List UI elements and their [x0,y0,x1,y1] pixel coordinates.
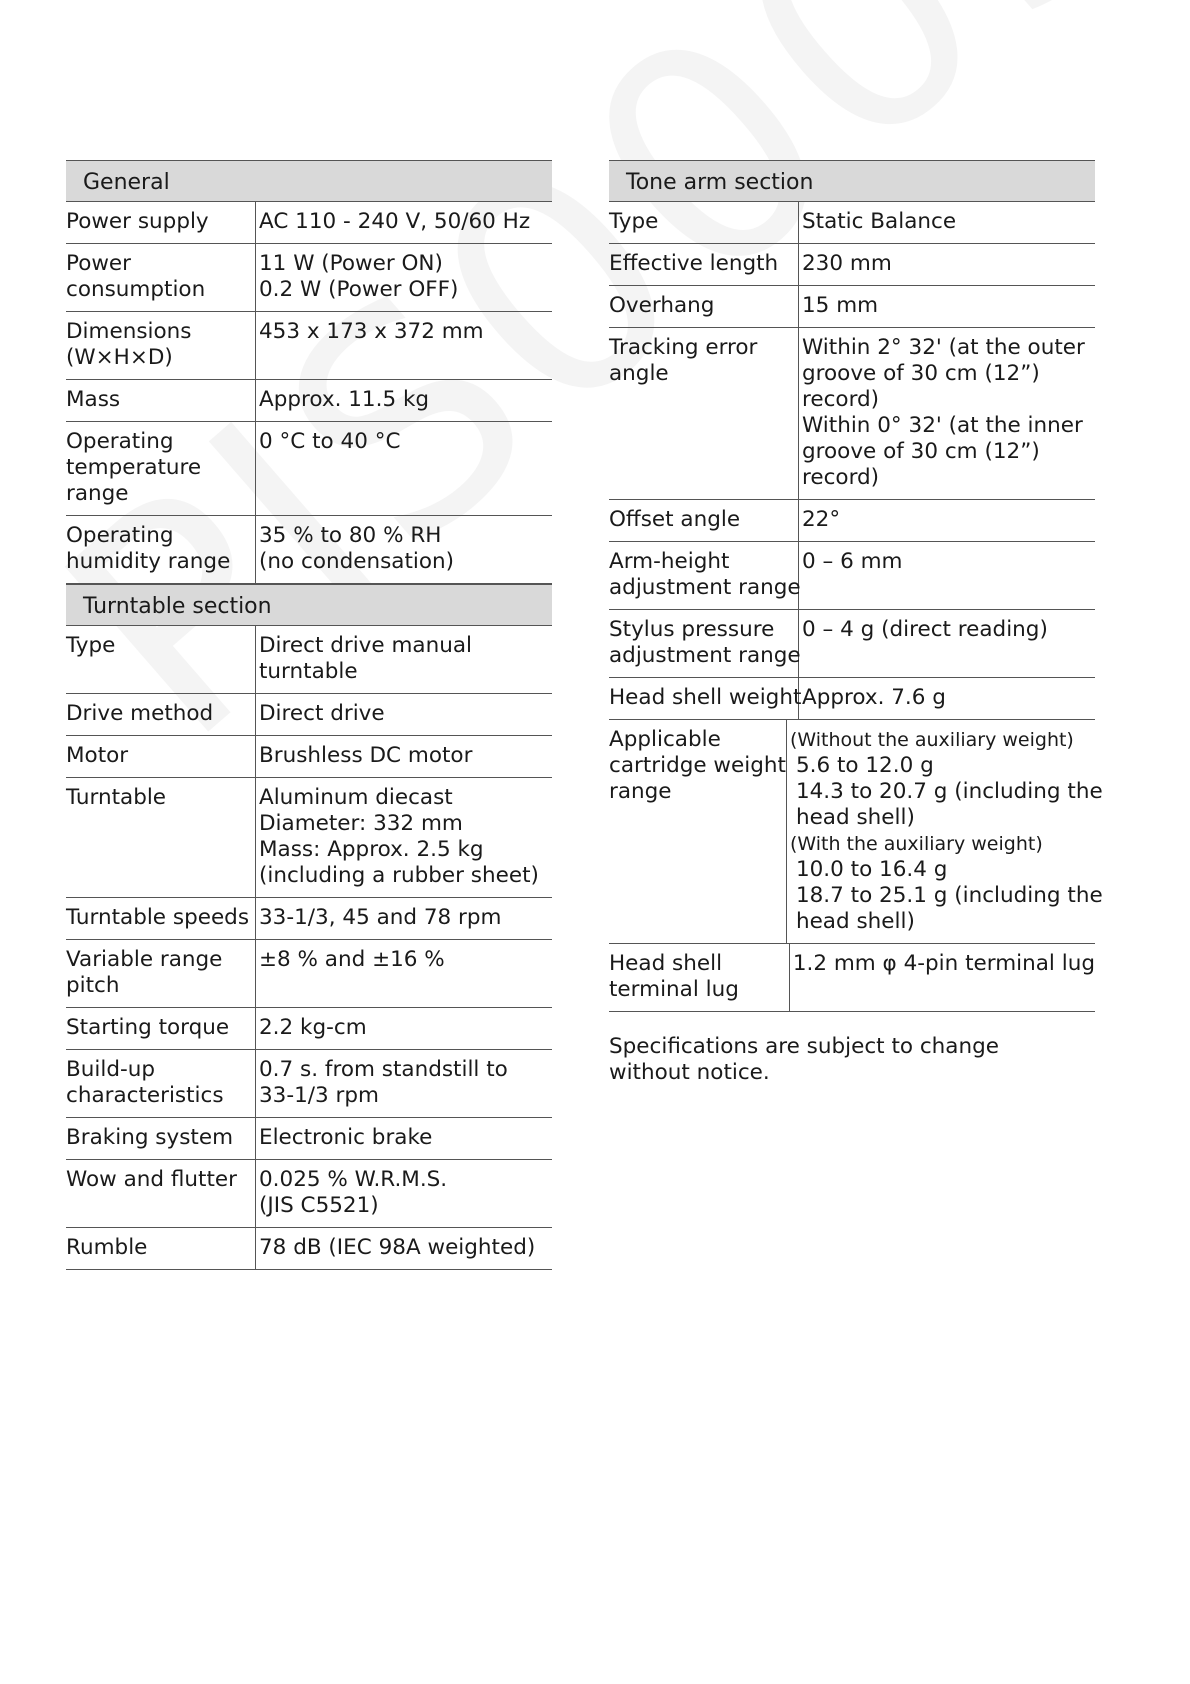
spec-value: 2.2 kg-cm [259,1015,367,1040]
spec-row-turntable-speeds [66,898,552,940]
spec-label: Wow and flutter [66,1160,256,1227]
spec-label: Power consumption [66,244,256,311]
spec-value: 0.7 s. from standstill to 33-1/3 rpm [259,1057,508,1108]
spec-row-tracking-error-angle [609,328,1095,500]
spec-label: Variable range pitch [66,940,256,1007]
spec-value: 0 °C to 40 °C [259,429,401,454]
spec-row-stylus-pressure-adjustment-range [609,610,1095,678]
spec-value: Direct drive [259,701,385,726]
spec-value: Approx. 7.6 g [802,685,946,710]
spec-row-mass [66,380,552,422]
spec-value: 0 – 6 mm [802,549,903,574]
spec-value: 0.025 % W.R.M.S. (JIS C5521) [259,1167,448,1218]
spec-value: 11 W (Power ON) 0.2 W (Power OFF) [259,251,459,302]
spec-label: Dimensions (W×H×D) [66,312,256,379]
spec-value: Approx. 11.5 kg [259,387,430,412]
spec-row-applicable-cartridge-weight-range [609,720,1103,944]
spec-label: Applicable cartridge weight range [609,720,787,943]
spec-label: Mass [66,380,256,421]
section-header-tone-arm-section: Tone arm section [609,160,1095,202]
spec-value: Static Balance [802,209,957,234]
spec-value: 1.2 mm φ 4-pin terminal lug [792,951,1095,976]
spec-value: 453 x 173 x 372 mm [259,319,484,344]
spec-row-arm-height-adjustment-range [609,542,1095,610]
left-spec-column [66,160,552,1270]
spec-row-starting-torque [66,1008,552,1050]
spec-row-overhang [609,286,1095,328]
spec-value: Brushless DC motor [259,743,473,768]
spec-value: Direct drive manual turntable [259,633,472,684]
spec-value: AC 110 - 240 V, 50/60 Hz [259,209,531,234]
spec-label: Braking system [66,1118,256,1159]
spec-value: Aluminum diecast Diameter: 332 mm Mass: Approx. 2.5 kg (including a rubber sheet) [259,785,539,888]
spec-row-wow-and-flutter [66,1160,552,1228]
spec-value: 78 dB (IEC 98A weighted) [259,1235,536,1260]
spec-row-operating-temperature-range [66,422,552,516]
spec-value: 15 mm [802,293,879,318]
spec-row-type [66,626,552,694]
spec-row-head-shell-weight [609,678,1095,720]
spec-label: Build-up characteristics [66,1050,256,1117]
spec-label: Starting torque [66,1008,256,1049]
spec-row-type [609,202,1095,244]
spec-label: Effective length [609,244,799,285]
spec-row-power-consumption [66,244,552,312]
spec-label: Type [609,202,799,243]
spec-label: Turntable speeds [66,898,256,939]
spec-row-braking-system [66,1118,552,1160]
spec-value: 230 mm [802,251,892,276]
spec-label: Operating temperature range [66,422,256,515]
spec-row-dimensions-w-h-d [66,312,552,380]
spec-label: Arm-height adjustment range [609,542,799,609]
spec-value: 35 % to 80 % RH (no condensation) [259,523,455,574]
spec-row-motor [66,736,552,778]
spec-label: Head shell weight [609,678,799,719]
spec-label: Type [66,626,256,693]
spec-row-rumble [66,1228,552,1270]
spec-row-variable-range-pitch [66,940,552,1008]
spec-value: 22° [802,507,841,532]
spec-label: Head shell terminal lug [609,944,790,1011]
spec-label: Power supply [66,202,256,243]
spec-row-power-supply [66,202,552,244]
spec-value: 33-1/3, 45 and 78 rpm [259,905,502,930]
spec-label: Tracking error angle [609,328,799,499]
section-header-turntable-section: Turntable section [66,584,552,626]
specifications-note: Specifications are subject to change without notice. [609,1034,999,1085]
spec-value: ±8 % and ±16 % [259,947,445,972]
spec-value: (Without the auxiliary weight) 5.6 to 12.0 g 14.3 to 20.7 g (including the head shell) (With the auxiliary weight) 10.0 to 16.4 g 18.7 to 25.1 g (including the head shell) [789,729,1103,934]
spec-label: Offset angle [609,500,799,541]
spec-row-offset-angle [609,500,1095,542]
right-spec-column [609,160,1103,1086]
spec-row-drive-method [66,694,552,736]
spec-row-turntable [66,778,552,898]
spec-label: Stylus pressure adjustment range [609,610,799,677]
spec-value: Within 2° 32' (at the outer groove of 30 cm (12”) record) Within 0° 32' (at the inner groove of 30 cm (12”) record) [802,335,1085,490]
spec-value: Electronic brake [259,1125,433,1150]
spec-label: Turntable [66,778,256,897]
spec-label: Motor [66,736,256,777]
spec-label: Overhang [609,286,799,327]
spec-label: Rumble [66,1228,256,1269]
spec-row-head-shell-terminal-lug [609,944,1095,1012]
spec-value: 0 – 4 g (direct reading) [802,617,1048,642]
spec-row-operating-humidity-range [66,516,552,584]
spec-row-build-up-characteristics [66,1050,552,1118]
spec-row-effective-length [609,244,1095,286]
spec-label: Drive method [66,694,256,735]
spec-label: Operating humidity range [66,516,256,583]
section-header-general: General [66,160,552,202]
